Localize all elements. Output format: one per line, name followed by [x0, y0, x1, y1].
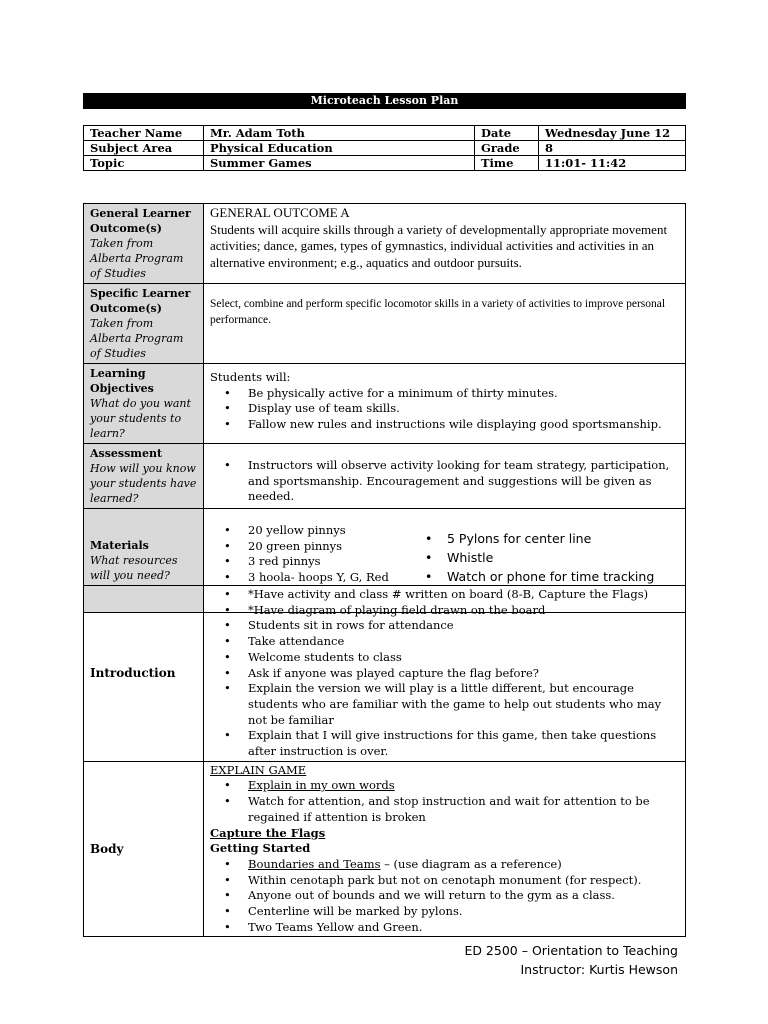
list-item: • Welcome students to class [248, 650, 679, 666]
topic-value: Summer Games [204, 156, 475, 171]
slo-text: Select, combine and perform specific locomotor skills in a variety of activities to improve personal performance. [210, 298, 666, 326]
boundaries-label: Boundaries and Teams [248, 856, 381, 871]
game-heading: Capture the Flags [210, 825, 326, 840]
list-item: • *Have activity and class # written on board (8-B, Capture the Flags) [248, 587, 679, 603]
assessment-list [210, 458, 679, 505]
instructor-name: Instructor: Kurtis Hewson [520, 962, 678, 977]
teacher-value: Mr. Adam Toth [204, 126, 475, 141]
subject-label: Subject Area [84, 141, 204, 156]
explain-heading: EXPLAIN GAME [210, 762, 307, 777]
assessment-content [204, 444, 686, 509]
list-item: • *Have diagram of playing field drawn on the board [248, 603, 679, 619]
list-item: • Take attendance [248, 634, 679, 650]
objectives-label-cell [84, 364, 204, 444]
materials-subtitle: What resources will you need? [90, 554, 178, 582]
objectives-intro: Students will: [210, 370, 291, 384]
glo-content [204, 204, 686, 284]
boundaries-note: – (use diagram as a reference) [380, 856, 562, 871]
date-label: Date [475, 126, 539, 141]
materials-list-right [420, 529, 654, 586]
objectives-subtitle: What do you want your students to learn? [90, 397, 191, 440]
list-item: • Instructors will observe activity looking for team strategy, participation, and sportsmanship. Encouragement and suggestions will be given as needed. [248, 458, 679, 505]
grade-label: Grade [475, 141, 539, 156]
body-content [204, 761, 686, 937]
list-item: • Ask if anyone was played capture the flag before? [248, 666, 679, 682]
subject-value: Physical Education [204, 141, 475, 156]
grade-value: 8 [539, 141, 686, 156]
document-title: Microteach Lesson Plan [83, 93, 686, 109]
list-item: • Two Teams Yellow and Green. [248, 920, 679, 936]
list-item: • 3 hoola- hoops Y, G, Red [248, 570, 420, 586]
list-item: • Centerline will be marked by pylons. [248, 904, 679, 920]
list-item: • 3 red pinnys [248, 554, 420, 570]
slo-content [204, 284, 686, 364]
list-item: • 5 Pylons for center line [447, 529, 654, 548]
list-item: • 20 green pinnys [248, 539, 420, 555]
glo-text: Students will acquire skills through a variety of developmentally appropriate movement activities; dance, games, types of gymnastics, individual activities and activities in an alternative environment; e.g., aquatics and outdoor pursuits. [210, 221, 668, 270]
materials-list-left [210, 523, 420, 585]
objectives-content [204, 364, 686, 444]
slo-subtitle: Taken from Alberta Program of Studies [90, 317, 184, 360]
list-item: • Explain in my own words [248, 778, 679, 794]
list-item: • Watch for attention, and stop instruction and wait for attention to be regained if attention is broken [248, 794, 679, 825]
topic-label: Topic [84, 156, 204, 171]
glo-heading: GENERAL OUTCOME A [210, 205, 350, 220]
procedure-table [83, 585, 686, 937]
list-item: • Within cenotaph park but not on cenotaph monument (for respect). [248, 873, 679, 889]
game-list [210, 857, 679, 936]
body-label: Body [84, 761, 204, 937]
list-item: • Watch or phone for time tracking [447, 567, 654, 586]
getting-started-heading: Getting Started [210, 841, 311, 856]
introduction-list [210, 587, 679, 760]
objectives-title: Learning Objectives [90, 367, 154, 395]
slo-label-cell [84, 284, 204, 364]
introduction-content [204, 586, 686, 762]
glo-subtitle: Taken from Alberta Program of Studies [90, 237, 184, 280]
teacher-label: Teacher Name [84, 126, 204, 141]
list-item [248, 857, 679, 873]
list-item: • Fallow new rules and instructions wile displaying good sportsmanship. [248, 417, 679, 433]
materials-title: Materials [90, 539, 149, 552]
footer [464, 941, 678, 979]
list-item: • 20 yellow pinnys [248, 523, 420, 539]
list-item: • Be physically active for a minimum of thirty minutes. [248, 386, 679, 402]
introduction-label: Introduction [84, 586, 204, 762]
slo-title: Specific Learner Outcome(s) [90, 287, 191, 315]
outcomes-table [83, 203, 686, 613]
explain-list [210, 778, 679, 825]
list-item: • Display use of team skills. [248, 401, 679, 417]
assessment-label-cell [84, 444, 204, 509]
time-label: Time [475, 156, 539, 171]
list-item: • Whistle [447, 548, 654, 567]
list-item: • Anyone out of bounds and we will return to the gym as a class. [248, 888, 679, 904]
objectives-list [210, 386, 679, 433]
assessment-subtitle: How will you know your students have learned? [90, 462, 197, 505]
list-item: • Explain the version we will play is a little different, but encourage students who are familiar with the game to help out students who may not be familiar [248, 681, 679, 728]
list-item: • Students sit in rows for attendance [248, 618, 679, 634]
glo-label-cell [84, 204, 204, 284]
assessment-title: Assessment [90, 447, 163, 460]
time-value: 11:01- 11:42 [539, 156, 686, 171]
glo-title: General Learner Outcome(s) [90, 207, 191, 235]
date-value: Wednesday June 12 [539, 126, 686, 141]
lesson-info-table [83, 125, 686, 171]
list-item: • Explain that I will give instructions for this game, then take questions after instruction is over. [248, 728, 679, 759]
course-name: ED 2500 – Orientation to Teaching [464, 943, 678, 958]
